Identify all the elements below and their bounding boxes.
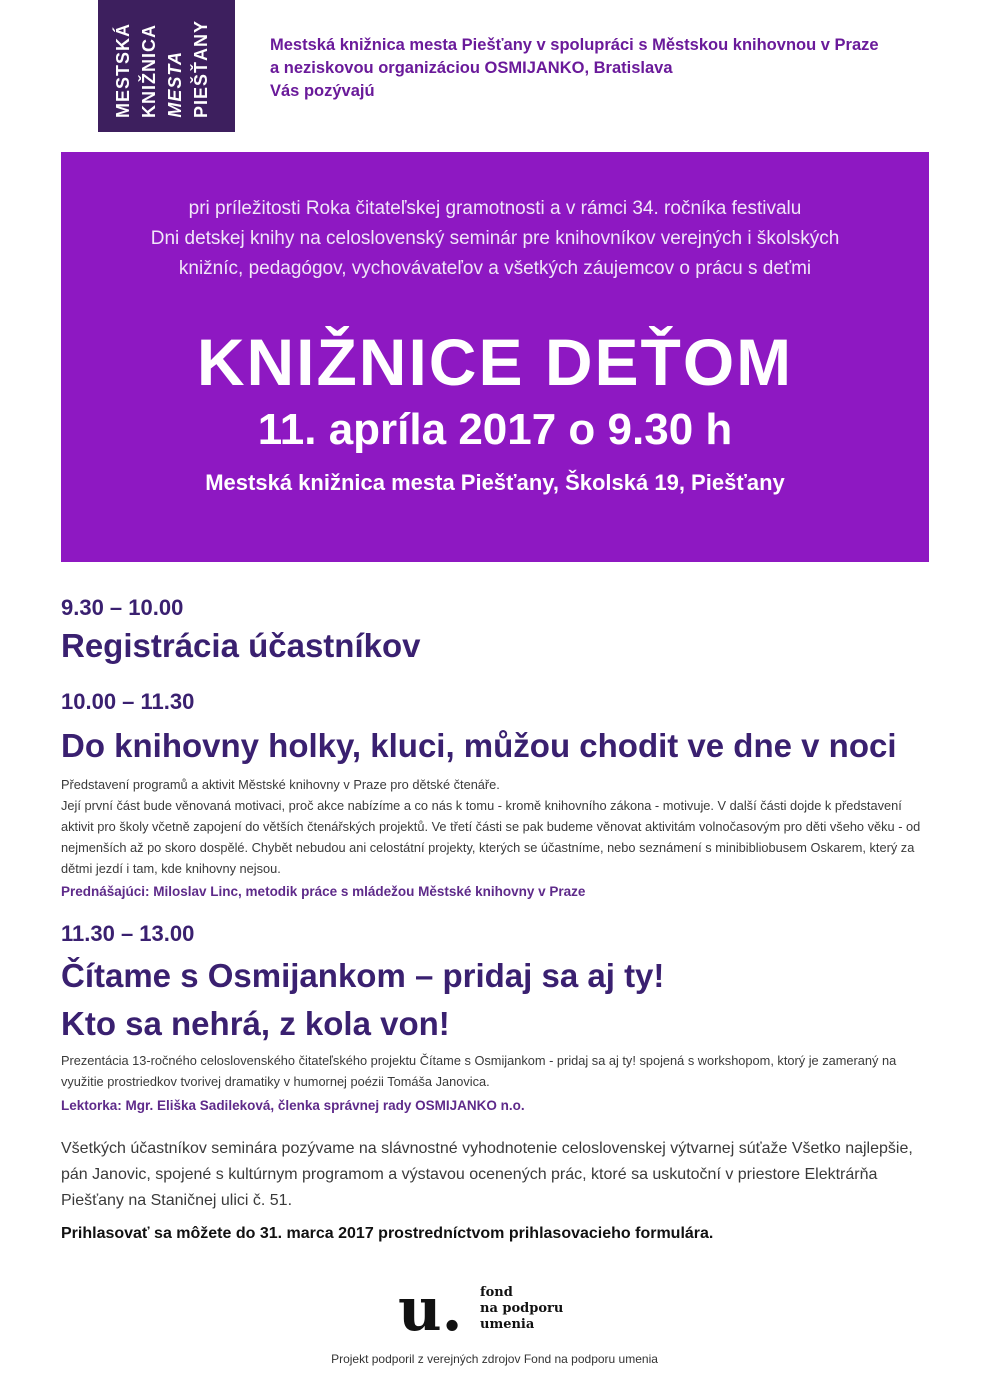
invite-line: Vás pozývajú	[270, 82, 375, 100]
fund-logo-name	[480, 1285, 600, 1333]
invitation-header	[270, 34, 950, 103]
program-description: Její první část bude věnovaná motivaci, proč akce nabízíme a co nás k tomu - kromě knihovního zákona - motivuje. V další části dojde k představení aktivit pro školy včetně zapojení do větších čtenářských projektů. Ve třetí části se pak budeme věnovat aktivitám volnočasovým pro děti všeho věku - od nejmenších až po skoro dospělé. Chybět nebudou ani celostátní projekty, kterých se účastníme, nebo seznámení s minibibliobusem Oskarem, který za dětmi jezdí i tam, kde knihovny nejsou.	[61, 798, 921, 876]
fund-logo-mark: u.	[398, 1275, 463, 1345]
intro-line: pri príležitosti Roka čitateľskej gramotnosti a v rámci 34. ročníka festivalu	[188, 198, 802, 219]
program-speaker: Prednášajúci: Miloslav Linc, metodik práce s mládežou Městské knihovny v Praze	[61, 884, 586, 899]
program-subtitle: Kto sa nehrá, z kola von!	[61, 1005, 450, 1042]
logo-text-line: MESTSKÁ	[113, 22, 133, 118]
event-title: KNIŽNICE DEŤOM	[196, 325, 794, 399]
program-speaker: Lektorka: Mgr. Eliška Sadileková, členka správnej rady OSMIJANKO n.o.	[61, 1098, 525, 1113]
program-description: Představení programů a aktivit Městské knihovny v Praze pro dětské čtenáře.	[61, 777, 500, 792]
footer-credit: Projekt podporil z verejných zdrojov Fond na podporu umenia	[331, 1352, 658, 1366]
fund-name-line: fond	[480, 1285, 513, 1300]
program-title: Čítame s Osmijankom – pridaj sa aj ty!	[61, 957, 665, 994]
intro-line: Dni detskej knihy na celoslovenský seminár pre knihovníkov verejných i školských	[150, 228, 840, 249]
invite-line: a neziskovou organizáciou OSMIJANKO, Bratislava	[270, 59, 673, 77]
library-logo	[98, 0, 235, 132]
logo-text-line: PIEŠŤANY	[191, 19, 211, 118]
invite-line: Mestská knižnica mesta Piešťany v spolupráci s Městskou knihovnou v Praze	[270, 36, 879, 54]
program-time: 9.30 – 10.00	[61, 595, 184, 620]
program-time: 11.30 – 13.00	[61, 921, 195, 946]
event-banner	[61, 152, 929, 562]
registration-deadline: Prihlasovať sa môžete do 31. marca 2017 prostredníctvom prihlasovacieho formulára.	[61, 1225, 714, 1242]
event-venue: Mestská knižnica mesta Piešťany, Školská 19, Piešťany	[205, 470, 785, 495]
program-title: Registrácia účastníkov	[61, 627, 421, 664]
fund-name-line: umenia	[480, 1317, 535, 1332]
program-title: Do knihovny holky, kluci, můžou chodit ve dne v noci	[61, 727, 897, 764]
fund-name-line: na podporu	[480, 1301, 564, 1316]
program-description: Prezentácia 13-ročného celoslovenského čitateľského projektu Čítame s Osmijankom - pridaj sa aj ty! spojená s workshopom, ktorý je zameraný na využitie prostriedkov tvorivej dramatiky v humornej poézii Tomáša Janovica.	[61, 1053, 897, 1089]
closing-paragraph	[61, 1136, 933, 1246]
intro-line: knižníc, pedagógov, vychovávateľov a všetkých záujemcov o prácu s deťmi	[178, 258, 812, 279]
program-item-prague-library	[61, 688, 933, 903]
logo-text-line: KNIŽNICA	[139, 24, 159, 118]
closing-text: Všetkých účastníkov seminára pozývame na slávnostné vyhodnotenie celoslovenskej výtvarnej súťaže Všetko najlepšie, pán Janovic, spojené s kultúrnym programom a výstavou ocenených prác, ktoré sa uskutoční v priestore Elektrárňa Piešťany na Staničnej ulici č. 51.	[61, 1140, 913, 1209]
banner-intro	[61, 194, 929, 284]
event-date: 11. apríla 2017 o 9.30 h	[257, 405, 733, 454]
program-time: 10.00 – 11.30	[61, 689, 195, 714]
program-item-osmijanko	[61, 920, 933, 1117]
program-item-registration	[61, 594, 933, 668]
logo-text-line: MESTA	[165, 51, 185, 118]
